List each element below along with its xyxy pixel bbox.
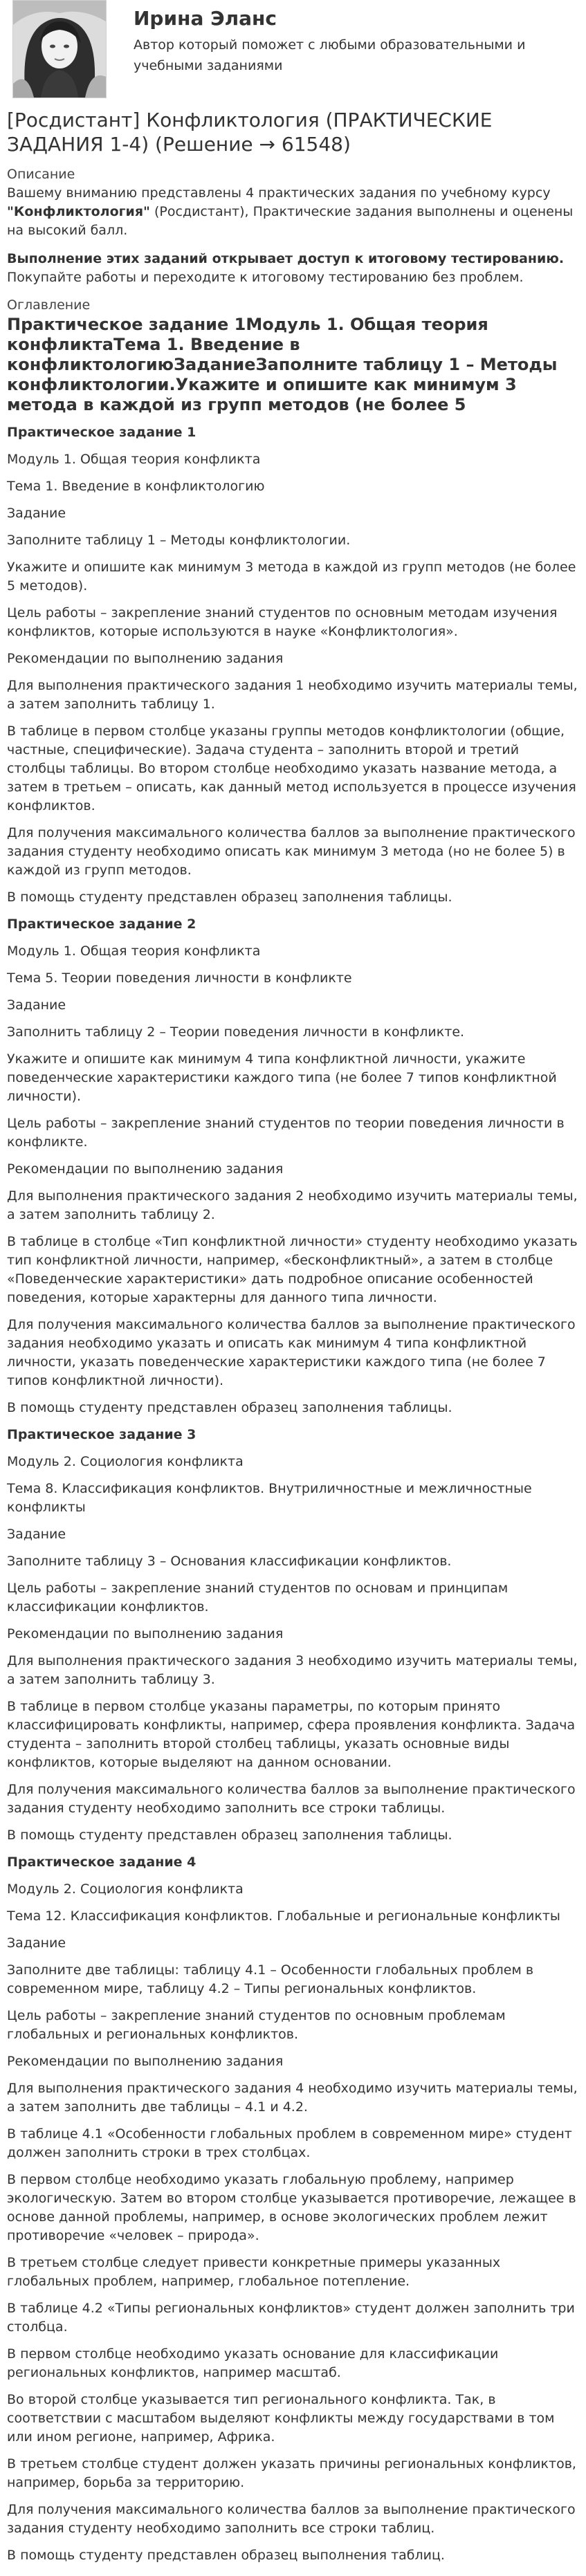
paragraph: Модуль 2. Социология конфликта: [7, 1454, 244, 1469]
notice-bold: Выполнение этих заданий открывает доступ к итоговому тестированию.: [7, 251, 565, 266]
paragraph: Цель работы – закрепление знаний студентов по основам и принципам классификации конфликтов.: [7, 1581, 509, 1614]
paragraph: Цель работы – закрепление знаний студентов по основным методам изучения конфликтов, которые используются в науке «Конфликтология».: [7, 605, 558, 639]
paragraph: Модуль 2. Социология конфликта: [7, 1882, 244, 1897]
paragraph: Рекомендации по выполнению задания: [7, 1626, 284, 1641]
paragraph: В помощь студенту представлен образец выполнения таблиц.: [7, 2548, 445, 2563]
toc-heading[interactable]: Практическое задание 1Модуль 1. Общая теория конфликтаТема 1. Введение в конфликтологиюЗаданиеЗаполните таблицу 1 – Методы конфликтологии.Укажите и опишите как минимум 3 метода в каждой из групп методов (не более 5: [7, 315, 558, 414]
paragraph: В помощь студенту представлен образец заполнения таблицы.: [7, 1400, 452, 1415]
paragraph: Рекомендации по выполнению задания: [7, 651, 284, 666]
section-title: Практическое задание 2: [7, 917, 196, 932]
notice-paragraph: [7, 250, 579, 287]
avatar[interactable]: [12, 0, 107, 98]
author-description: Автор который поможет с любыми образовательными и учебными заданиями: [134, 37, 526, 73]
intro-paragraph: [7, 184, 579, 240]
paragraph: Задание: [7, 506, 66, 521]
section-title: Практическое задание 4: [7, 1855, 196, 1870]
paragraph: Заполните таблицу 3 – Основания классификации конфликтов.: [7, 1554, 452, 1569]
paragraph: Заполнить таблицу 2 – Теории поведения личности в конфликте.: [7, 1024, 465, 1040]
paragraph: Заполните таблицу 1 – Методы конфликтологии.: [7, 533, 351, 548]
paragraph: В третьем столбце студент должен указать причины региональных конфликтов, например, борьба за территорию.: [7, 2456, 576, 2490]
paragraph: В третьем столбце следует привести конкретные примеры указанных глобальных проблем, например, глобальное потепление.: [7, 2255, 501, 2289]
paragraph: Для выполнения практического задания 1 необходимо изучить материалы темы, а затем заполнить таблицу 1.: [7, 678, 578, 712]
paragraph: Для выполнения практического задания 2 необходимо изучить материалы темы, а затем заполнить таблицу 2.: [7, 1188, 578, 1222]
paragraph: Цель работы – закрепление знаний студентов по теории поведения личности в конфликте.: [7, 1116, 565, 1150]
paragraph: В помощь студенту представлен образец заполнения таблицы.: [7, 1828, 452, 1843]
paragraph: Задание: [7, 1527, 66, 1542]
paragraph: Тема 12. Классификация конфликтов. Глобальные и региональные конфликты: [7, 1908, 560, 1924]
paragraph: Тема 5. Теории поведения личности в конфликте: [7, 970, 352, 986]
paragraph: Для получения максимального количества баллов за выполнение практического задания студенту необходимо заполнить все строки таблицы.: [7, 1782, 576, 1816]
paragraph: Модуль 1. Общая теория конфликта: [7, 944, 261, 959]
paragraph: Для получения максимального количества баллов за выполнение практического задания студенту необходимо описать как минимум 3 метода (но не более 5) в каждой из групп методов.: [7, 825, 576, 878]
paragraph: Для выполнения практического задания 3 необходимо изучить материалы темы, а затем заполнить таблицу 3.: [7, 1653, 578, 1687]
paragraph: Задание: [7, 1935, 66, 1951]
section-title: Практическое задание 1: [7, 425, 196, 440]
section-4: [7, 1853, 579, 2565]
section-title: Практическое задание 3: [7, 1427, 196, 1442]
intro-course-name: "Конфликтология": [7, 204, 150, 219]
paragraph: Тема 8. Классификация конфликтов. Внутриличностные и межличностные конфликты: [7, 1481, 532, 1515]
paragraph: Модуль 1. Общая теория конфликта: [7, 452, 261, 467]
paragraph: Укажите и опишите как минимум 4 типа конфликтной личности, укажите поведенческие характеристики каждого типа (не более 7 типов конфликтной личности).: [7, 1051, 557, 1104]
avatar-portrait-icon: [13, 1, 106, 98]
paragraph: Для получения максимального количества баллов за выполнение практического задания студенту необходимо заполнить все строки таблиц.: [7, 2502, 576, 2536]
section-2: [7, 915, 579, 1417]
paragraph: В первом столбце необходимо указать глобальную проблему, например экологическую. Затем во втором столбце указывается противоречие, лежащее в основе данной проблемы, например, в основе экологических проблем лежит противоречие «человек – природа».: [7, 2172, 576, 2243]
paragraph: В таблице в первом столбце указаны параметры, по которым принято классифицировать конфликты, например, сфера проявления конфликта. Задача студента – заполнить второй столбец таблицы, указать основные виды конфликтов, которые выделяют на данном основании.: [7, 1699, 576, 1770]
toc-label: Оглавление: [7, 297, 91, 313]
section-1: [7, 423, 579, 907]
page-title: [Росдистант] Конфликтология (ПРАКТИЧЕСКИЕ ЗАДАНИЯ 1-4) (Решение → 61548): [7, 109, 493, 156]
paragraph: В таблице 4.1 «Особенности глобальных проблем в современном мире» студент должен заполнить строки в трех столбцах.: [7, 2126, 572, 2160]
author-header: [7, 0, 579, 101]
intro-after: (Росдистант), Практические задания выполнены и оценены на высокий балл.: [7, 204, 574, 238]
paragraph: Во второй столбце указывается тип регионального конфликта. Так, в соответствии с масштабом выделяют конфликты между государствами в том или ином регионе, например, Африка.: [7, 2392, 555, 2445]
paragraph: Рекомендации по выполнению задания: [7, 2054, 284, 2069]
paragraph: В таблице 4.2 «Типы региональных конфликтов» студент должен заполнить три столбца.: [7, 2301, 575, 2335]
intro-before: Вашему вниманию представлены 4 практических задания по учебному курсу: [7, 185, 551, 201]
paragraph: Укажите и опишите как минимум 3 метода в каждой из групп методов (не более 5 методов).: [7, 560, 576, 594]
paragraph: В таблице в первом столбце указаны группы методов конфликтологии (общие, частные, специфические). Задача студента – заполнить второй и третий столбцы таблицы. Во втором столбце необходимо указать название метода, а затем в третьем – описать, как данный метод используется в процессе изучения конфликтов.: [7, 724, 576, 813]
paragraph: В таблице в столбце «Тип конфликтной личности» студенту необходимо указать тип конфликтной личности, например, «бесконфликтный», а затем в столбце «Поведенческие характеристики» дать подробное описание особенностей поведения, которые характерны для данного типа личности.: [7, 1234, 578, 1305]
paragraph: Задание: [7, 997, 66, 1013]
paragraph: Тема 1. Введение в конфликтологию: [7, 479, 265, 494]
paragraph: Для получения максимального количества баллов за выполнение практического задания необходимо указать и описать как минимум 4 типа конфликтной личности, указать поведенческие характеристики каждого типа (не более 7 типов конфликтной личности).: [7, 1317, 576, 1388]
paragraph: Заполните две таблицы: таблицу 4.1 – Особенности глобальных проблем в современном мире, таблицу 4.2 – Типы региональных конфликтов.: [7, 1962, 534, 1996]
paragraph: Для выполнения практического задания 4 необходимо изучить материалы темы, а затем заполнить две таблицы – 4.1 и 4.2.: [7, 2081, 578, 2115]
author-name[interactable]: Ирина Эланс: [134, 7, 277, 30]
paragraph: Цель работы – закрепление знаний студентов по основным проблемам глобальных и региональных конфликтов.: [7, 2008, 506, 2042]
paragraph: В помощь студенту представлен образец заполнения таблицы.: [7, 890, 452, 905]
section-3: [7, 1426, 579, 1845]
paragraph: Рекомендации по выполнению задания: [7, 1161, 284, 1177]
notice-rest: Покупайте работы и переходите к итоговому тестированию без проблем.: [7, 270, 524, 285]
description-label: Описание: [7, 167, 75, 182]
paragraph: В первом столбце необходимо указать основание для классификации региональных конфликтов, например масштаб.: [7, 2346, 499, 2380]
